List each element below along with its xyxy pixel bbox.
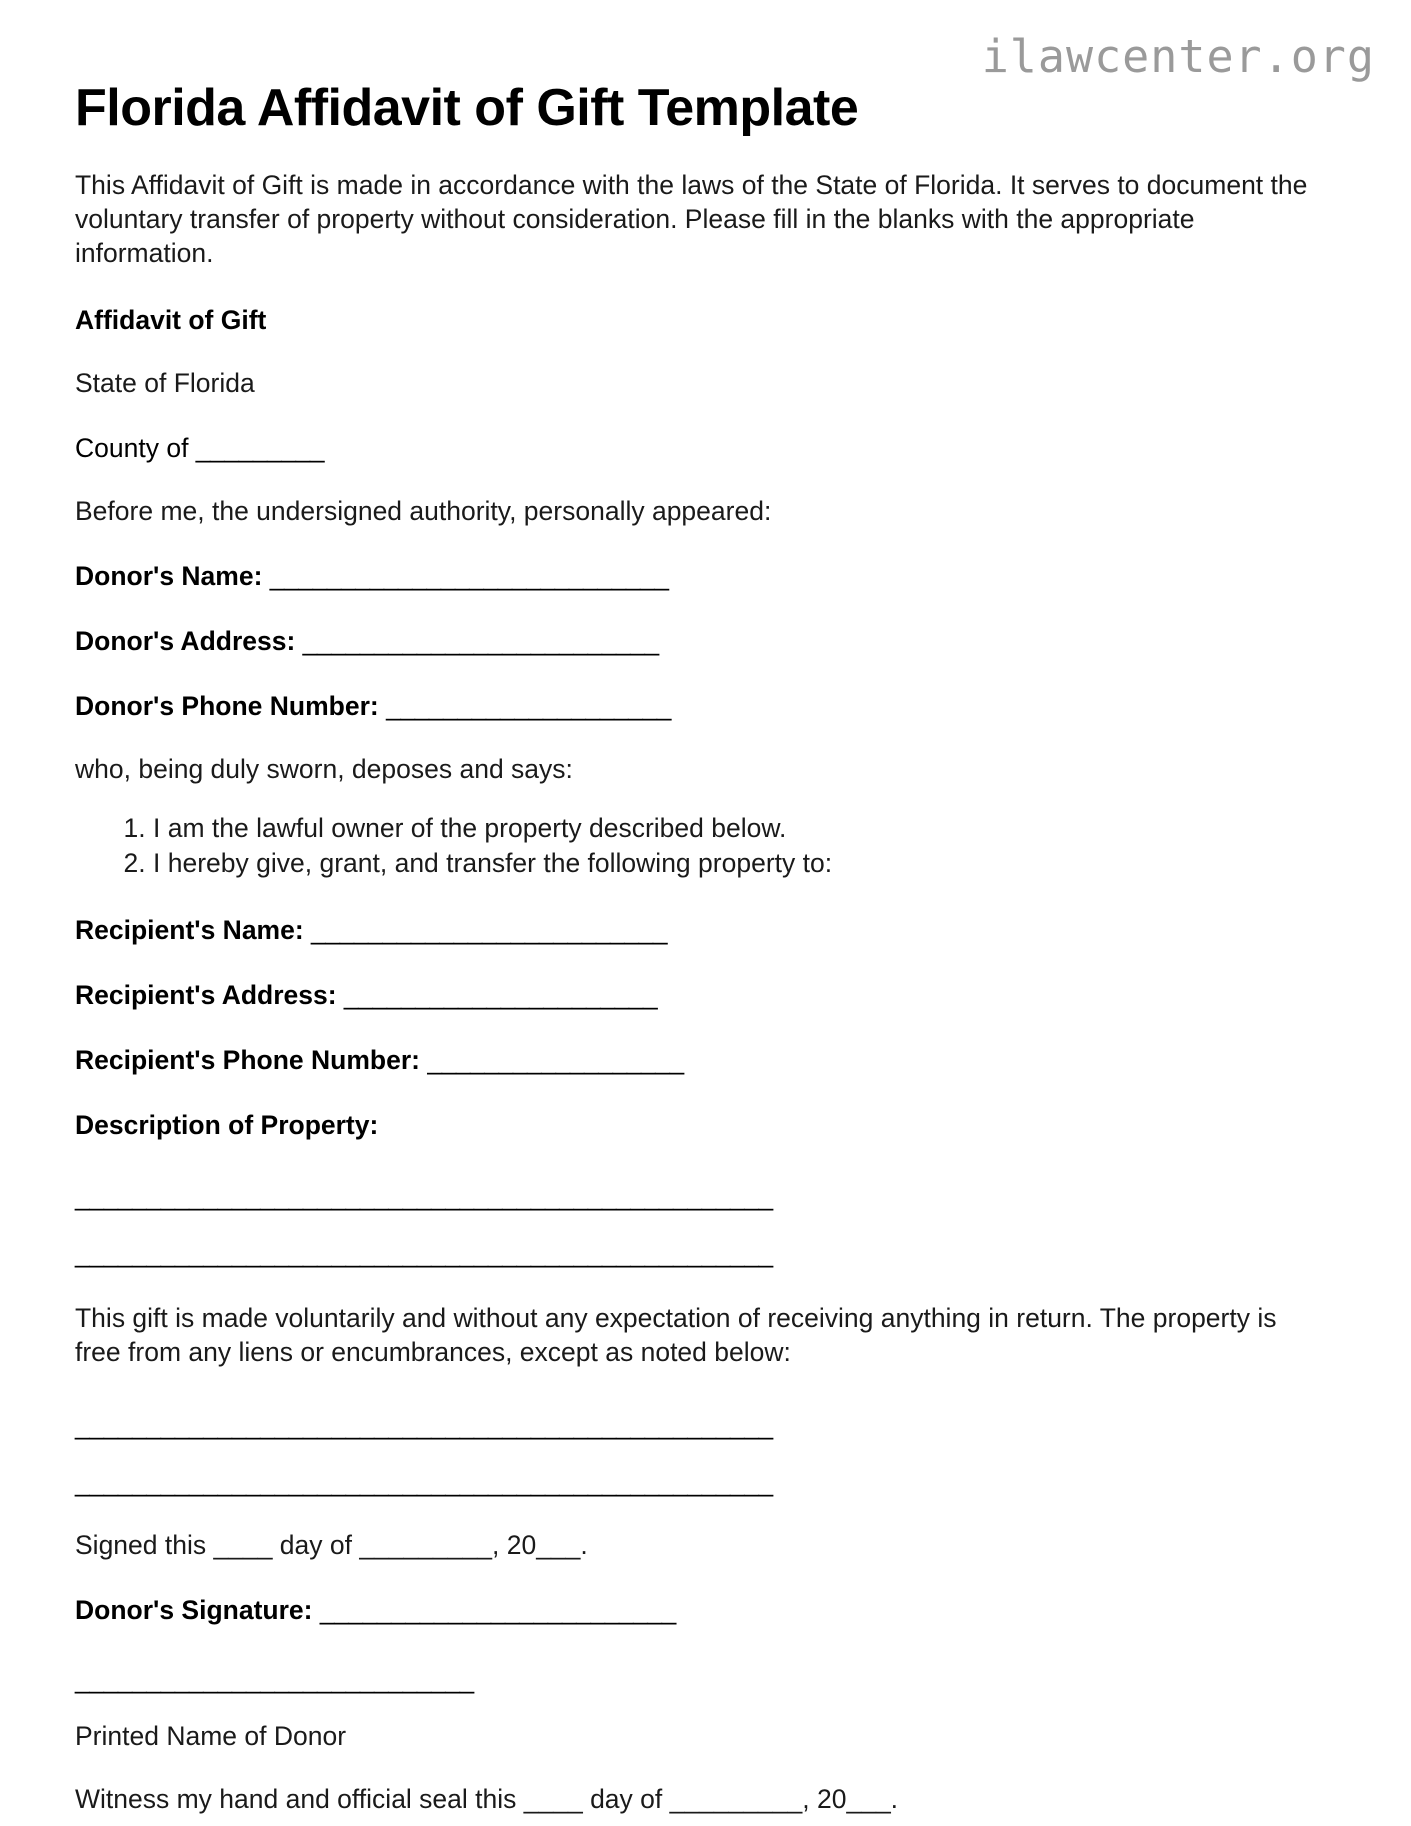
donor-name-label: Donor's Name: xyxy=(75,561,270,592)
sworn-line: who, being duly sworn, deposes and says: xyxy=(75,754,573,785)
claims-list xyxy=(75,811,1340,881)
description-blank-line-1[interactable]: _________________________________________________ xyxy=(75,1181,773,1212)
county-label: County of xyxy=(75,433,196,464)
recipient-name-blank[interactable]: _________________________ xyxy=(311,915,667,946)
description-of-property-heading: Description of Property: xyxy=(75,1110,379,1141)
recipient-address-field xyxy=(75,980,1340,1011)
donor-signature-blank[interactable]: _________________________ xyxy=(319,1594,676,1625)
donor-phone-blank[interactable]: ____________________ xyxy=(386,691,671,722)
donor-address-label: Donor's Address: xyxy=(75,626,303,657)
before-me-line: Before me, the undersigned authority, personally appeared: xyxy=(75,496,772,527)
recipient-phone-blank[interactable]: __________________ xyxy=(427,1045,684,1076)
donor-phone-label: Donor's Phone Number: xyxy=(75,691,387,722)
state-line: State of Florida xyxy=(75,368,255,399)
recipient-address-blank[interactable]: ______________________ xyxy=(343,980,658,1011)
description-blank-line-2[interactable]: _________________________________________________ xyxy=(75,1238,773,1269)
liens-blank-line-2[interactable]: _________________________________________________ xyxy=(75,1466,773,1497)
document-content xyxy=(75,78,1340,1815)
recipient-name-field xyxy=(75,915,1340,946)
donor-address-blank[interactable]: _________________________ xyxy=(302,626,659,657)
recipient-phone-field xyxy=(75,1045,1340,1076)
donor-name-blank[interactable]: ____________________________ xyxy=(269,561,669,592)
page-title: Florida Affidavit of Gift Template xyxy=(75,79,859,137)
list-item: 1. I am the lawful owner of the property described below. xyxy=(153,811,1340,846)
donor-address-field xyxy=(75,626,1340,657)
printed-name-caption: Printed Name of Donor xyxy=(75,1720,347,1751)
recipient-name-label: Recipient's Name: xyxy=(75,915,312,946)
recipient-phone-label: Recipient's Phone Number: xyxy=(75,1045,428,1076)
list-item: 2. I hereby give, grant, and transfer the following property to: xyxy=(153,846,1340,881)
printed-name-blank-line[interactable]: ____________________________ xyxy=(75,1663,474,1694)
intro-paragraph: This Affidavit of Gift is made in accordance with the laws of the State of Florida. It serves to document the voluntary transfer of property without consideration. Please fill in the blanks with the appropriate information. xyxy=(75,170,1308,269)
donor-name-field xyxy=(75,561,1340,592)
section-heading-affidavit-of-gift: Affidavit of Gift xyxy=(75,305,267,336)
donor-signature-label: Donor's Signature: xyxy=(75,1594,320,1625)
signed-this-line[interactable]: Signed this ____ day of _________, 20___. xyxy=(75,1529,588,1560)
liens-blank-line-1[interactable]: _________________________________________________ xyxy=(75,1409,773,1440)
donor-signature-field xyxy=(75,1595,1340,1626)
donor-phone-field xyxy=(75,691,1340,722)
witness-line[interactable]: Witness my hand and official seal this ____ day of _________, 20___. xyxy=(75,1783,899,1814)
site-watermark: ilawcenter.org xyxy=(981,30,1375,83)
county-field xyxy=(75,433,1340,464)
recipient-address-label: Recipient's Address: xyxy=(75,980,344,1011)
voluntary-paragraph: This gift is made voluntarily and without any expectation of receiving anything in return. The property is free from any liens or encumbrances, except as noted below: xyxy=(75,1303,1277,1367)
county-blank[interactable]: _________ xyxy=(195,433,324,464)
